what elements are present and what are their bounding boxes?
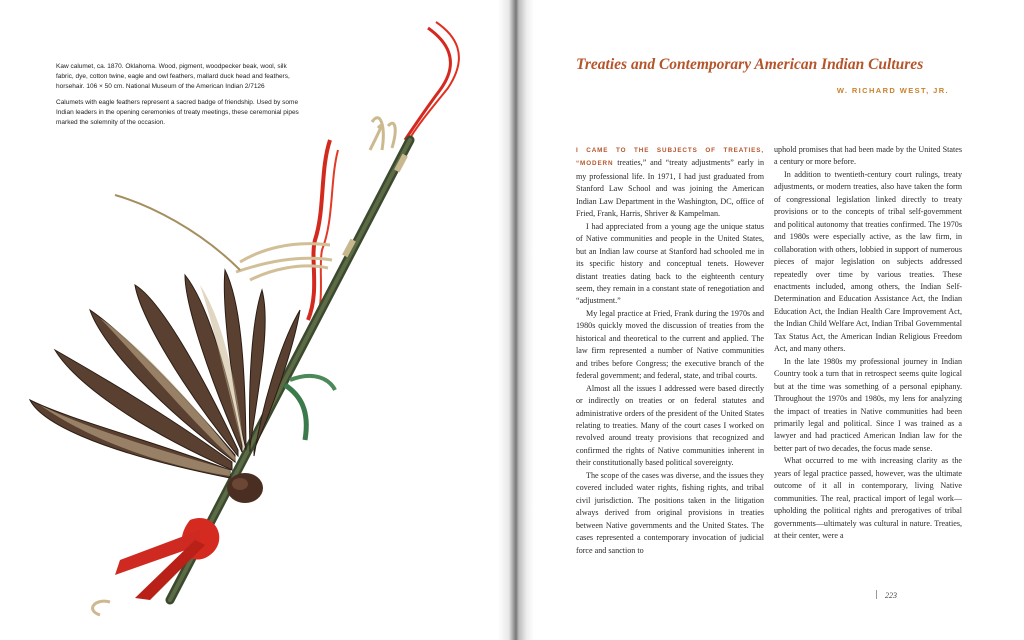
paragraph: uphold promises that had been made by the United States a century or more before. (774, 145, 962, 167)
author-byline: W. RICHARD WEST, JR. (836, 86, 949, 95)
text-column-2 (774, 144, 962, 543)
paragraph: In addition to twentieth-century court rulings, treaty adjustments, or modern treaties, also have taken the form of congressional legislation linked directly to treaty provisions or to the concepts of tribal self-government and political autonomy that treaties confirmed. The 1970s and 1980s were especially active, as the law firm, in collaboration with others, lobbied in support of numerous pieces of major legislation on subjects addressed repeatedly over time by various treaties. These enactments included, among others, the Indian Self-Determination and Education Assistance Act, the Indian Education Act, the Indian Health Care Improvement Act, the Indian Child Welfare Act, Indian Tribal Governmental Tax Status Act, the American Indian Religious Freedom Act, and many others. (774, 169, 962, 354)
paragraph: Almost all the issues I addressed were based directly or indirectly on treaties or on federal statutes and administrative orders of the president of the United States relating to treaties. Many of the court cases I worked on revolved around treaty provisions that recognized and confirmed the rights of Native communities inherent in their constitutionally based political sovereignty. (576, 383, 764, 468)
caption-object-line: Kaw calumet, ca. 1870. Oklahoma. Wood, pigment, woodpecker beak, wool, silk fabric, dye, cotton twine, eagle and owl feathers, mallard duck head and feathers, horsehair. 106 × 50 cm. National Museum of the American Indian 2/7126 (56, 63, 290, 90)
paragraph: My legal practice at Fried, Frank during the 1970s and 1980s quickly moved the discussion of treaties from the historical and theoretical to the current and applied. The law firm represented a number of Native communities and tribes before Congress; the executive branch of the federal government; and federal, state, and tribal courts. (576, 308, 764, 381)
paragraph: What occurred to me with increasing clarity as the years of legal practice passed, however, was the ultimate outcome of it all in contemporary, living Native communities. The real, practical import of legal work—upholding the political rights and prerogatives of tribal governments—ultimately was cultural in nature. Treaties, at their center, were a (774, 456, 962, 541)
book-gutter (498, 0, 534, 640)
caption-note: Calumets with eagle feathers represent a sacred badge of friendship. Used by some Indian leaders in the opening ceremonies of treaty meetings, these ceremonial pipes marked the solemnity of the occasion. (56, 99, 299, 126)
paragraph-text: treaties,” and “treaty adjustments” early in my professional life. In 1971, I had just graduated from Stanford Law School and was joining the American Indian Law Department in the Washington, DC, office of Fried, Frank, Harris, Shriver & Kampelman. (576, 158, 764, 219)
text-column-1 (576, 144, 764, 557)
page-number (876, 590, 897, 600)
lead-in-smallcaps: I CAME TO THE SUBJECTS OF TREATIES, “MODERN (576, 147, 764, 168)
paragraph: The scope of the cases was diverse, and the issues they covered included water rights, fishing rights, and tribal civil jurisdiction. The positions taken in the litigation always derived from original provisions in treaties between Native governments and the United States. The cases represented a contemporary invocation of judicial force and sanction to (576, 470, 764, 555)
folio-divider (876, 590, 877, 599)
chapter-title: Treaties and Contemporary American Indian Cultures (576, 56, 924, 73)
paragraph: In the late 1980s my professional journey in Indian Country took a turn that in retrospect seems quite logical but at the time was something of a personal epiphany. Throughout the 1970s and 1980s, my lens for analyzing the impact of treaties in Native communities had been primarily legal and political. Since I was trained as a lawyer and had practiced American Indian law for the better part of two decades, the focus made sense. (774, 356, 962, 453)
page-number-text: 223 (885, 591, 897, 600)
paragraph (576, 144, 764, 221)
paragraph: I had appreciated from a young age the unique status of Native communities and people in the United States, but an Indian law course at Stanford had schooled me in its specific history and conceptual tenets. However distant treaties dating back to the eighteenth century seem, they remain in a constant state of renegotiation and “adjustment.” (576, 221, 764, 306)
